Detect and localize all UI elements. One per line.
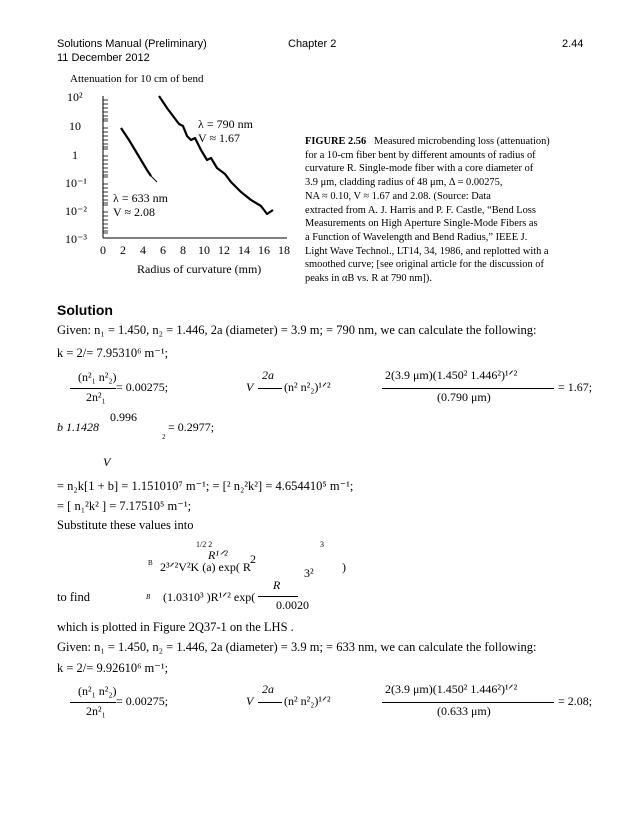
- y-tick-label: 10²: [67, 90, 83, 104]
- eq-main: 2³ᐟ²V²K (a) exp( R: [160, 560, 251, 574]
- attenuation-graph: [55, 88, 305, 288]
- caption-line: 3.9 μm, cladding radius of 48 μm, Δ = 0.00275,: [305, 177, 503, 189]
- given-line-790: Given: n₁ = 1.450, n₂ = 1.446, 2a (diameter) = 3.9 m; = 790 nm, we can calculate the following:: [57, 323, 537, 337]
- y-tick-label: 10⁻²: [65, 204, 87, 218]
- wavenumber-790: k = 2/= 7.95310⁶ m⁻¹;: [57, 346, 169, 360]
- v-index-term: (n² n²₂)¹ᐟ²: [284, 380, 331, 394]
- caption-line: peaks in αB vs. R at 790 nm]).: [305, 273, 432, 285]
- y-tick-label: 10⁻¹: [65, 176, 87, 190]
- header-date: 11 December 2012: [57, 52, 150, 64]
- fraction-line: [258, 702, 282, 703]
- result-numerator: R: [273, 578, 281, 592]
- result-denominator: 0.0020: [276, 598, 309, 612]
- caption-line: Measurements on High Aperture Single-Mode Fibers as: [305, 218, 538, 230]
- v1-value: = 1.67;: [558, 380, 593, 394]
- caption-line: a Function of Wavelength and Bend Radius,” IEEE J.: [305, 231, 528, 243]
- eq-three-bottom: 3²: [304, 566, 314, 580]
- fraction-line: [382, 702, 554, 703]
- fraction-line: [382, 388, 554, 389]
- v-label: V: [246, 380, 254, 394]
- fraction-line: [70, 702, 116, 703]
- eq-three-top: 3: [320, 540, 324, 549]
- annotation-790-v: V ≈ 1.67: [198, 131, 241, 145]
- substitute-text: Substitute these values into: [57, 518, 194, 532]
- result-expression: (1.0310³ )R¹ᐟ² exp(: [163, 590, 256, 604]
- header-title: Solutions Manual (Preliminary): [57, 38, 207, 50]
- y-tick-label: 10⁻³: [65, 232, 87, 246]
- delta-numerator: (n²₁ n²₂): [78, 684, 117, 698]
- v-numerator: 2a: [262, 682, 274, 696]
- annotation-633-v: V ≈ 2.08: [113, 205, 156, 219]
- fraction-line: [258, 596, 298, 597]
- beta-line: = n₂k[1 + b] = 1.151010⁷ m⁻¹; = [² n₂²k²] = 4.654410⁵ m⁻¹;: [57, 479, 354, 493]
- delta-value: = 0.00275;: [116, 694, 169, 708]
- annotation-633: λ = 633 nm: [113, 191, 168, 205]
- caption-line: curvature R. Single-mode fiber with a core diameter of: [305, 163, 534, 175]
- v-under: V: [103, 455, 111, 469]
- v2-denominator: (0.633 μm): [437, 704, 491, 718]
- b-label: b 1.1428: [57, 420, 99, 434]
- eq-frac-top: 2: [250, 552, 256, 566]
- caption-label: FIGURE 2.56: [305, 136, 367, 147]
- solution-heading: Solution: [57, 302, 113, 318]
- x-tick-label: 2: [120, 243, 126, 257]
- v1-denominator: (0.790 μm): [437, 390, 491, 404]
- x-axis-label: Radius of curvature (mm): [137, 262, 262, 276]
- annotation-790: λ = 790 nm: [198, 117, 253, 131]
- caption-line: Measured microbending loss (attenuation): [374, 136, 550, 147]
- eq-superscripts: 1/2 2: [196, 540, 213, 549]
- delta-denominator: 2n²₁: [86, 390, 106, 404]
- x-tick-label: 0: [100, 243, 106, 257]
- v-label: V: [246, 694, 254, 708]
- x-tick-label: 12: [218, 243, 230, 257]
- x-tick-label: 18: [278, 243, 290, 257]
- caption-line: smoothed curve; [see original article for the discussion of: [305, 259, 544, 271]
- x-tick-label: 8: [180, 243, 186, 257]
- caption-line: Light Wave Technol., LT14, 34, 1986, and replotted with a: [305, 245, 549, 257]
- caption-line: NA ≈ 0.10, V ≈ 1.67 and 2.08. (Source: Data: [305, 190, 491, 202]
- gamma-line: = [ n₁²k² ] = 7.17510⁵ m⁻¹;: [57, 499, 192, 513]
- plotted-text: which is plotted in Figure 2Q37-1 on the LHS .: [57, 620, 294, 634]
- fraction-line: [70, 388, 116, 389]
- delta-numerator: (n²₁ n²₂): [78, 370, 117, 384]
- eq-r-term: R¹ᐟ²: [208, 548, 228, 562]
- fraction-line: [258, 388, 282, 389]
- v-numerator: 2a: [262, 368, 274, 382]
- alpha-subscript: B: [148, 559, 153, 567]
- figure-caption: [305, 135, 550, 286]
- b-numerator: 0.996: [110, 410, 137, 424]
- v2-value: = 2.08;: [558, 694, 593, 708]
- v2-numerator: 2(3.9 μm)(1.450² 1.446²)¹ᐟ²: [385, 682, 518, 696]
- x-tick-label: 16: [258, 243, 270, 257]
- exponent-mark: 2: [162, 433, 166, 441]
- v1-numerator: 2(3.9 μm)(1.450² 1.446²)¹ᐟ²: [385, 368, 518, 382]
- header-page-number: 2.44: [562, 38, 584, 50]
- x-tick-label: 14: [238, 243, 250, 257]
- graph-title: Attenuation for 10 cm of bend: [70, 73, 204, 85]
- caption-line: extracted from A. J. Harris and P. F. Castle, “Bend Loss: [305, 204, 536, 216]
- y-tick-label: 10: [69, 119, 81, 133]
- delta-value: = 0.00275;: [116, 380, 169, 394]
- alpha-b-label: B: [146, 593, 151, 601]
- x-tick-label: 6: [160, 243, 166, 257]
- given-line-633: Given: n₁ = 1.450, n₂ = 1.446, 2a (diameter) = 3.9 m; = 633 nm, we can calculate the following:: [57, 640, 537, 654]
- b-value: = 0.2977;: [168, 420, 215, 434]
- eq-close: ): [342, 560, 346, 574]
- wavenumber-633: k = 2/= 9.92610⁶ m⁻¹;: [57, 661, 169, 675]
- caption-line: for a 10-cm fiber bent by different amounts of radius of: [305, 149, 536, 161]
- y-tick-label: 1: [72, 148, 78, 162]
- delta-denominator: 2n²₁: [86, 704, 106, 718]
- v-index-term: (n² n²₂)¹ᐟ²: [284, 694, 331, 708]
- x-tick-label: 4: [140, 243, 146, 257]
- x-tick-label: 10: [198, 243, 210, 257]
- to-find-text: to find: [57, 590, 90, 604]
- header-chapter: Chapter 2: [288, 38, 337, 50]
